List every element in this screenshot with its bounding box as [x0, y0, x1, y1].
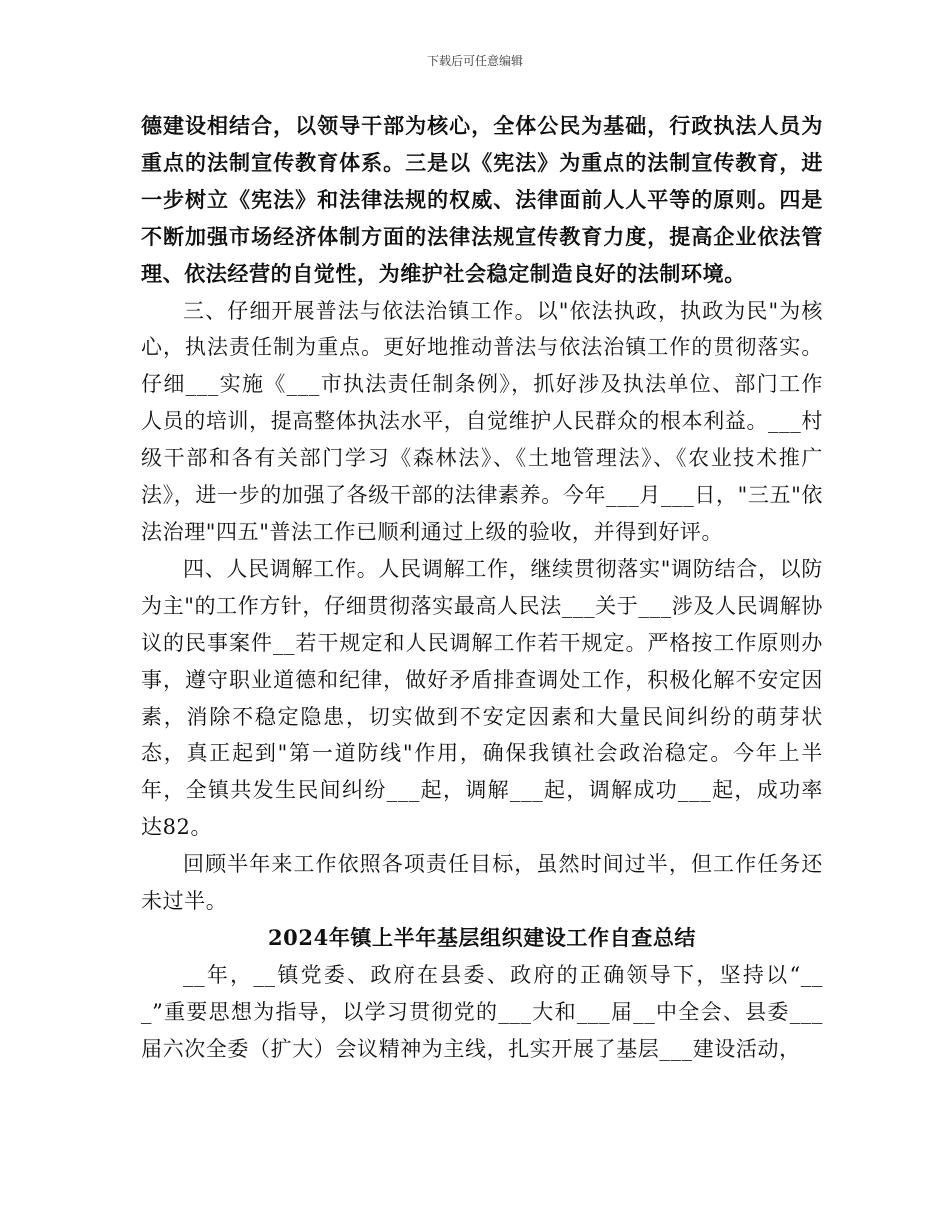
section-heading: 2024年镇上半年基层组织建设工作自查总结 — [267, 924, 697, 950]
paragraph-section-four: 四、人民调解工作。人民调解工作，继续贯彻落实"调防结合，以防为主"的工作方针，仔细贯彻落实最高人民法___关于___涉及人民调解协议的民事案件__若干规定和人民调解工作若干规定。严格按工作原则办事，遵守职业道德和纪律，做好矛盾排查调处工作，积极化解不安定因素，消除不稳定隐患，切实做到不安定因素和大量民间纠纷的萌芽状态，真正起到"第一道防线"作用，确保我镇社会政治稳定。今年上半年，全镇共发生民间纠纷___起，调解___起，调解成功___起，成功率达82。 — [141, 556, 823, 840]
page-header: 下载后可任意编辑 — [426, 54, 523, 68]
paragraph-review: 回顾半年来工作依照各项责任目标，虽然时间过半，但工作任务还未过半。 — [141, 852, 823, 914]
paragraph-legal-education-system: 德建设相结合，以领导干部为核心，全体公民为基础，行政执法人员为重点的法制宣传教育体系。三是以《宪法》为重点的法制宣传教育，进一步树立《宪法》和法律法规的权威、法律面前人人平等的原则。四是不断加强市场经济体制方面的法律法规宣传教育力度，提高企业依法管理、依法经营的自觉性，为维护社会稳定制造良好的法制环境。 — [141, 113, 823, 286]
document-body — [141, 108, 823, 1068]
paragraph-intro: __年，__镇党委、政府在县委、政府的正确领导下，坚持以“___”重要思想为指导，以学习贯彻党的___大和___届__中全会、县委___届六次全委（扩大）会议精神为主线，扎实开展了基层___建设活动， — [141, 962, 823, 1061]
paragraph-section-three: 三、仔细开展普法与依法治镇工作。以"依法执政，执政为民"为核心，执法责任制为重点。更好地推动普法与依法治镇工作的贯彻落实。仔细___实施《___市执法责任制条例》，抓好涉及执法单位、部门工作人员的培训，提高整体执法水平，自觉维护人民群众的根本利益。___村级干部和各有关部门学习《森林法》、《土地管理法》、《农业技术推广法》，进一步的加强了各级干部的法律素养。今年___月___日，"三五"依法治理"四五"普法工作已顺利通过上级的验收，并得到好评。 — [141, 298, 823, 544]
